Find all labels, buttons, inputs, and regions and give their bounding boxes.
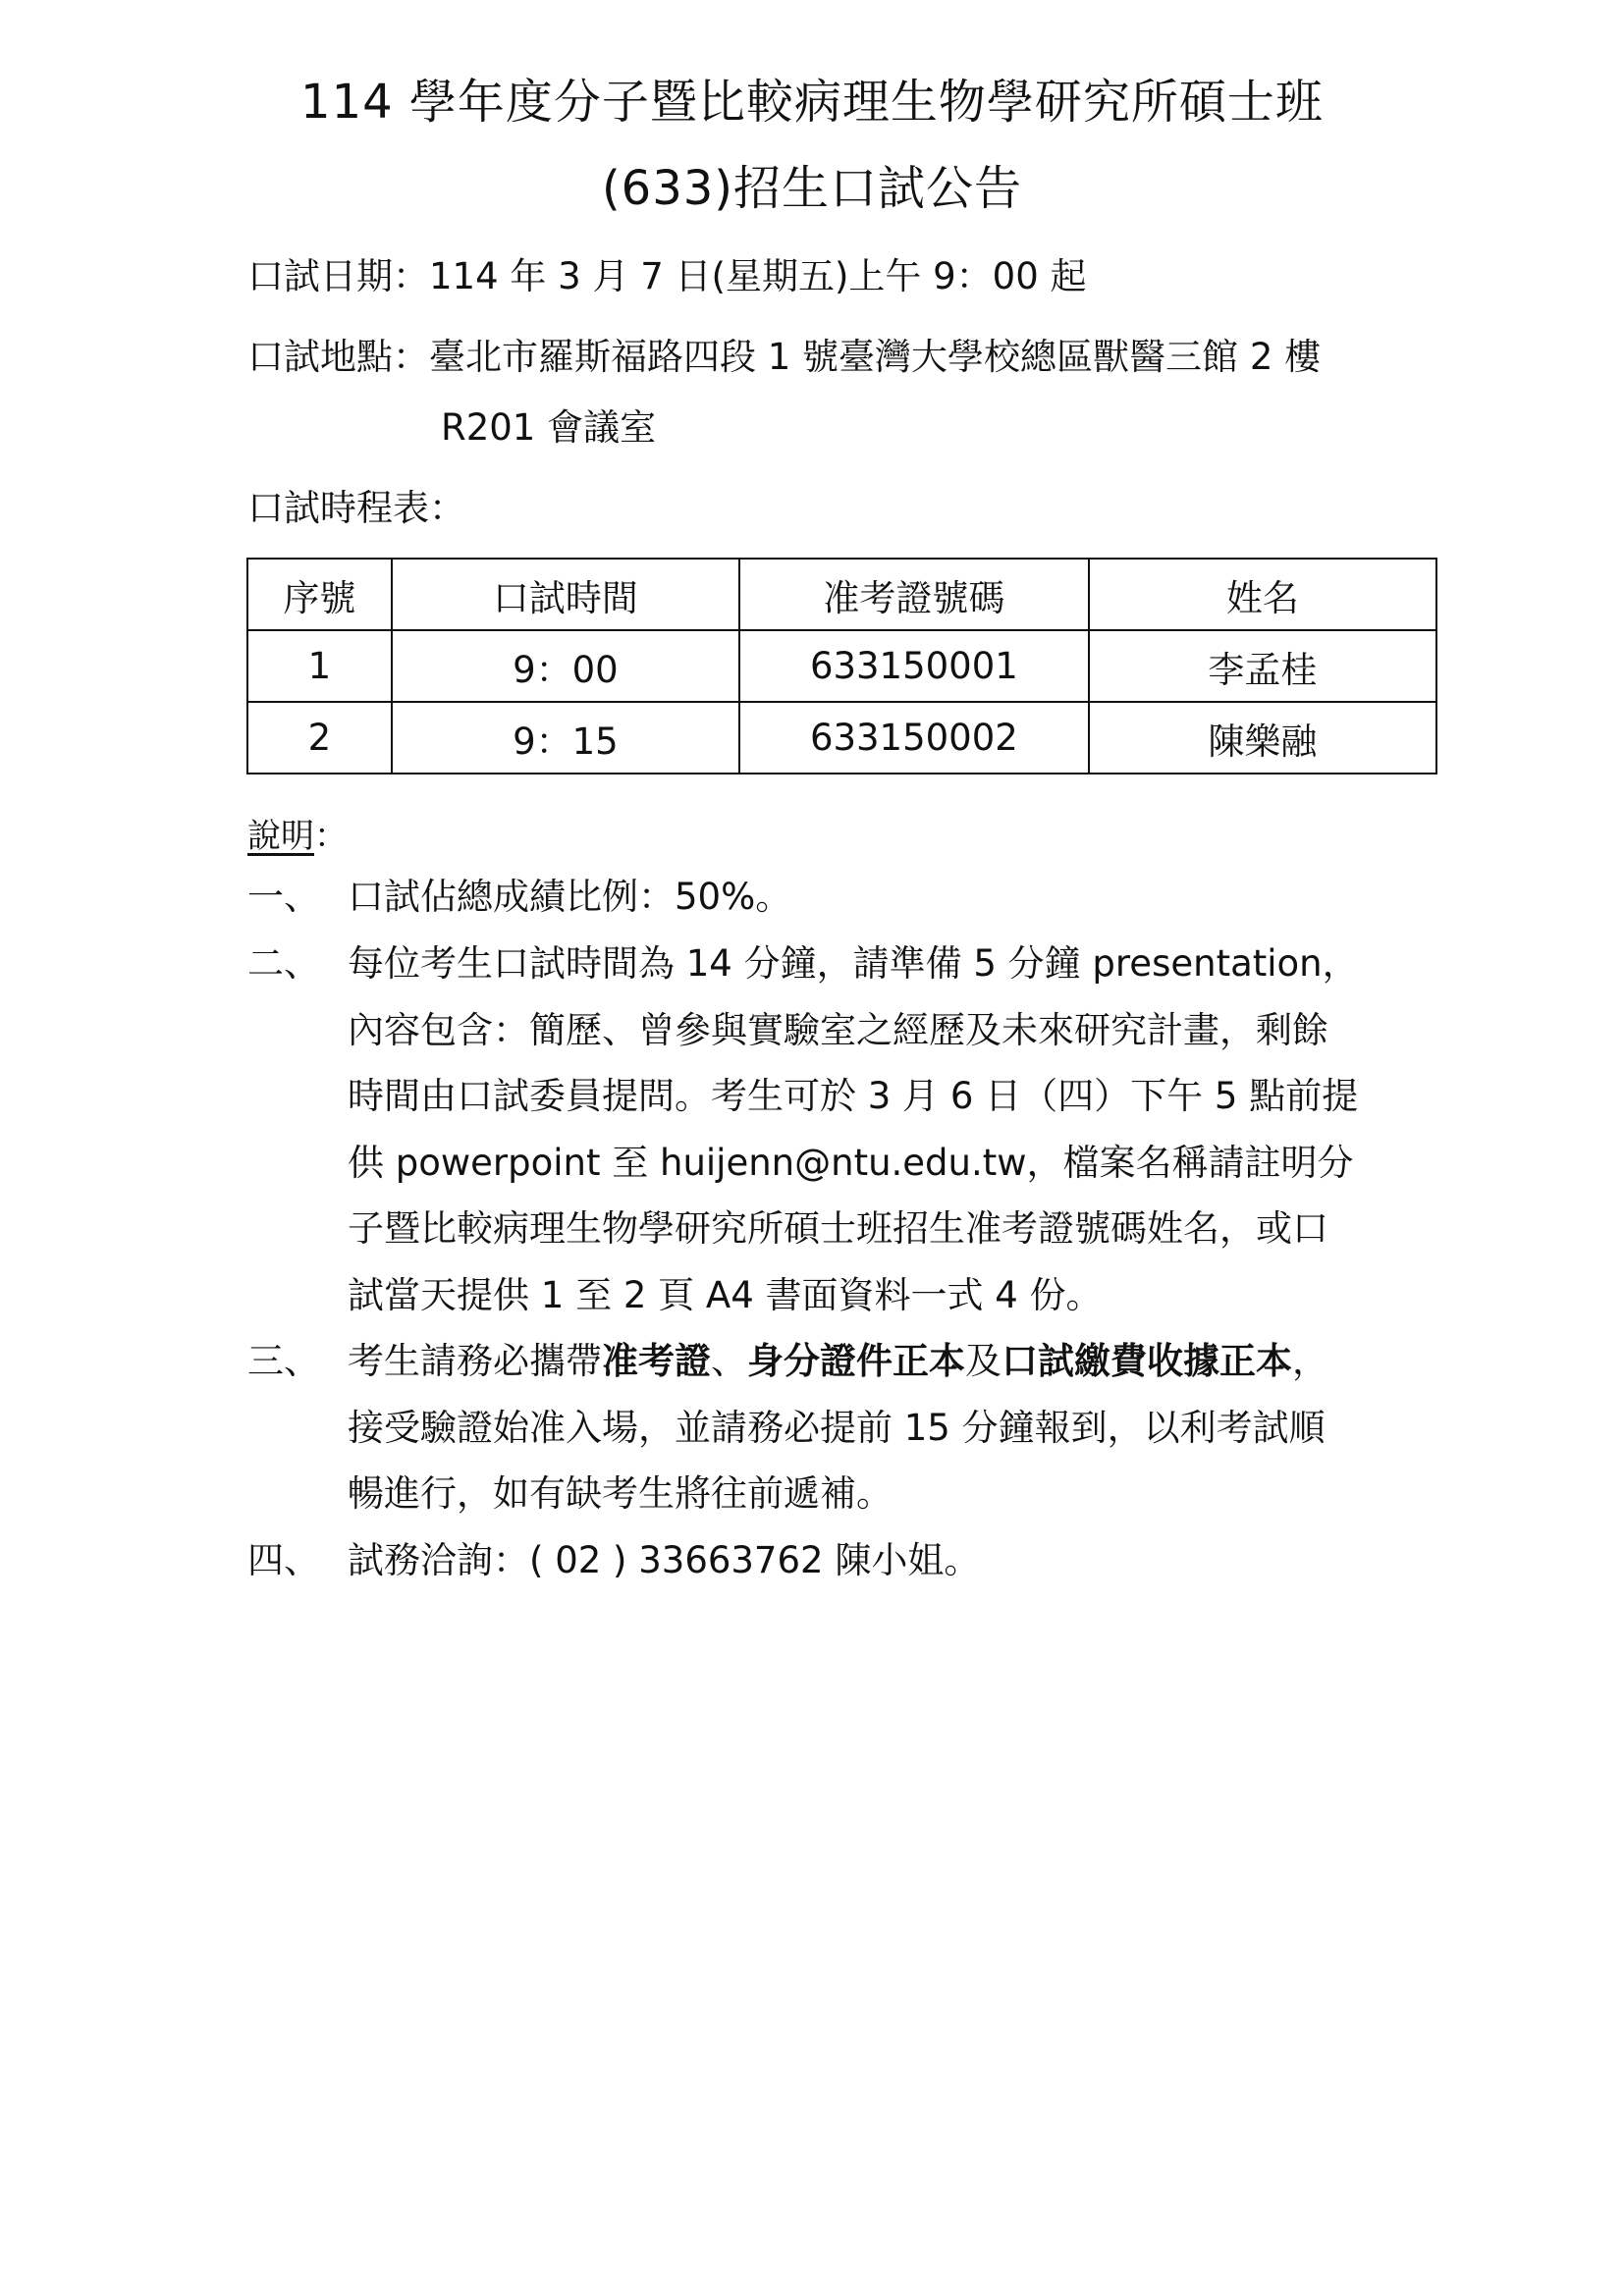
note-line-part: 、: [711, 1340, 747, 1382]
exam-date-label: 口試日期：: [247, 255, 429, 297]
header-name: 姓名: [1089, 559, 1436, 630]
table-row: [247, 630, 1436, 702]
schedule-label: 口試時程表：: [247, 487, 465, 529]
document-title-line-2: (633)招生口試公告: [601, 161, 1023, 216]
note-line: 口試佔總成績比例：50%。: [348, 876, 792, 918]
cell-time: 9：15: [392, 702, 739, 774]
cell-number: 2: [247, 702, 392, 774]
cell-name: 陳樂融: [1089, 702, 1436, 774]
exam-date: [247, 253, 1087, 300]
note-line: 每位考生口試時間為 14 分鐘，請準備 5 分鐘 presentation，: [348, 942, 1359, 985]
note-line-part: 考生請務必攜帶: [348, 1340, 602, 1382]
note-line-part: ，: [1292, 1340, 1328, 1382]
note-line: 子暨比較病理生物學研究所碩士班招生准考證號碼姓名，或口: [348, 1207, 1328, 1250]
exam-place-value-line-2: R201 會議室: [441, 406, 657, 449]
required-item-id-document: 身分證件正本: [747, 1340, 965, 1382]
exam-date-value: 114 年 3 月 7 日(星期五)上午 9：00 起: [429, 255, 1087, 297]
note-number: 二、: [247, 942, 320, 985]
note-line: 試務洽詢：( 02 ) 33663762 陳小姐。: [348, 1539, 981, 1581]
cell-time: 9：00: [392, 630, 739, 702]
cell-admission-id: 633150002: [739, 702, 1089, 774]
note-text: [348, 931, 1359, 1328]
required-item-admission-ticket: 准考證: [602, 1340, 711, 1382]
cell-name: 李孟桂: [1089, 630, 1436, 702]
document-title-line-1: 114 學年度分子暨比較病理生物學研究所碩士班: [300, 75, 1324, 130]
note-number: 四、: [247, 1539, 320, 1581]
cell-admission-id: 633150001: [739, 630, 1089, 702]
note-line: 試當天提供 1 至 2 頁 A4 書面資料一式 4 份。: [348, 1273, 1103, 1316]
required-item-fee-receipt: 口試繳費收據正本: [1001, 1340, 1292, 1382]
note-line: [348, 1328, 1349, 1395]
note-line: 供 powerpoint 至 huijenn@ntu.edu.tw，檔案名稱請註明分: [348, 1141, 1354, 1184]
table-row: [247, 702, 1436, 774]
header-admission-id: 准考證號碼: [739, 559, 1089, 630]
note-line: 時間由口試委員提問。考生可於 3 月 6 日（四）下午 5 點前提: [348, 1075, 1359, 1117]
note-number: 三、: [247, 1340, 320, 1382]
note-line-part: 及: [965, 1340, 1001, 1382]
cell-number: 1: [247, 630, 392, 702]
header-number: 序號: [247, 559, 392, 630]
note-line: 接受驗證始准入場，並請務必提前 15 分鐘報到，以利考試順: [348, 1406, 1326, 1449]
note-number: 一、: [247, 876, 320, 918]
note-text: [348, 1527, 1349, 1594]
exam-place-label: 口試地點：: [247, 336, 429, 378]
note-text: [348, 864, 1349, 931]
header-time: 口試時間: [392, 559, 739, 630]
note-line: 內容包含：簡歷、曾參與實驗室之經歷及未來研究計畫，剩餘: [348, 1008, 1328, 1051]
schedule-table: [246, 558, 1437, 774]
notes-heading-text: 說明: [247, 817, 314, 856]
table-header-row: [247, 559, 1436, 630]
exam-place-value-line-1: 臺北市羅斯福路四段 1 號臺灣大學校總區獸醫三館 2 樓: [429, 336, 1322, 378]
exam-place: [247, 334, 1321, 381]
note-text: [348, 1328, 1349, 1527]
notes-heading-colon: ：: [314, 817, 348, 856]
notes-heading: [247, 815, 348, 858]
note-line: 暢進行，如有缺考生將往前遞補。: [348, 1472, 893, 1515]
